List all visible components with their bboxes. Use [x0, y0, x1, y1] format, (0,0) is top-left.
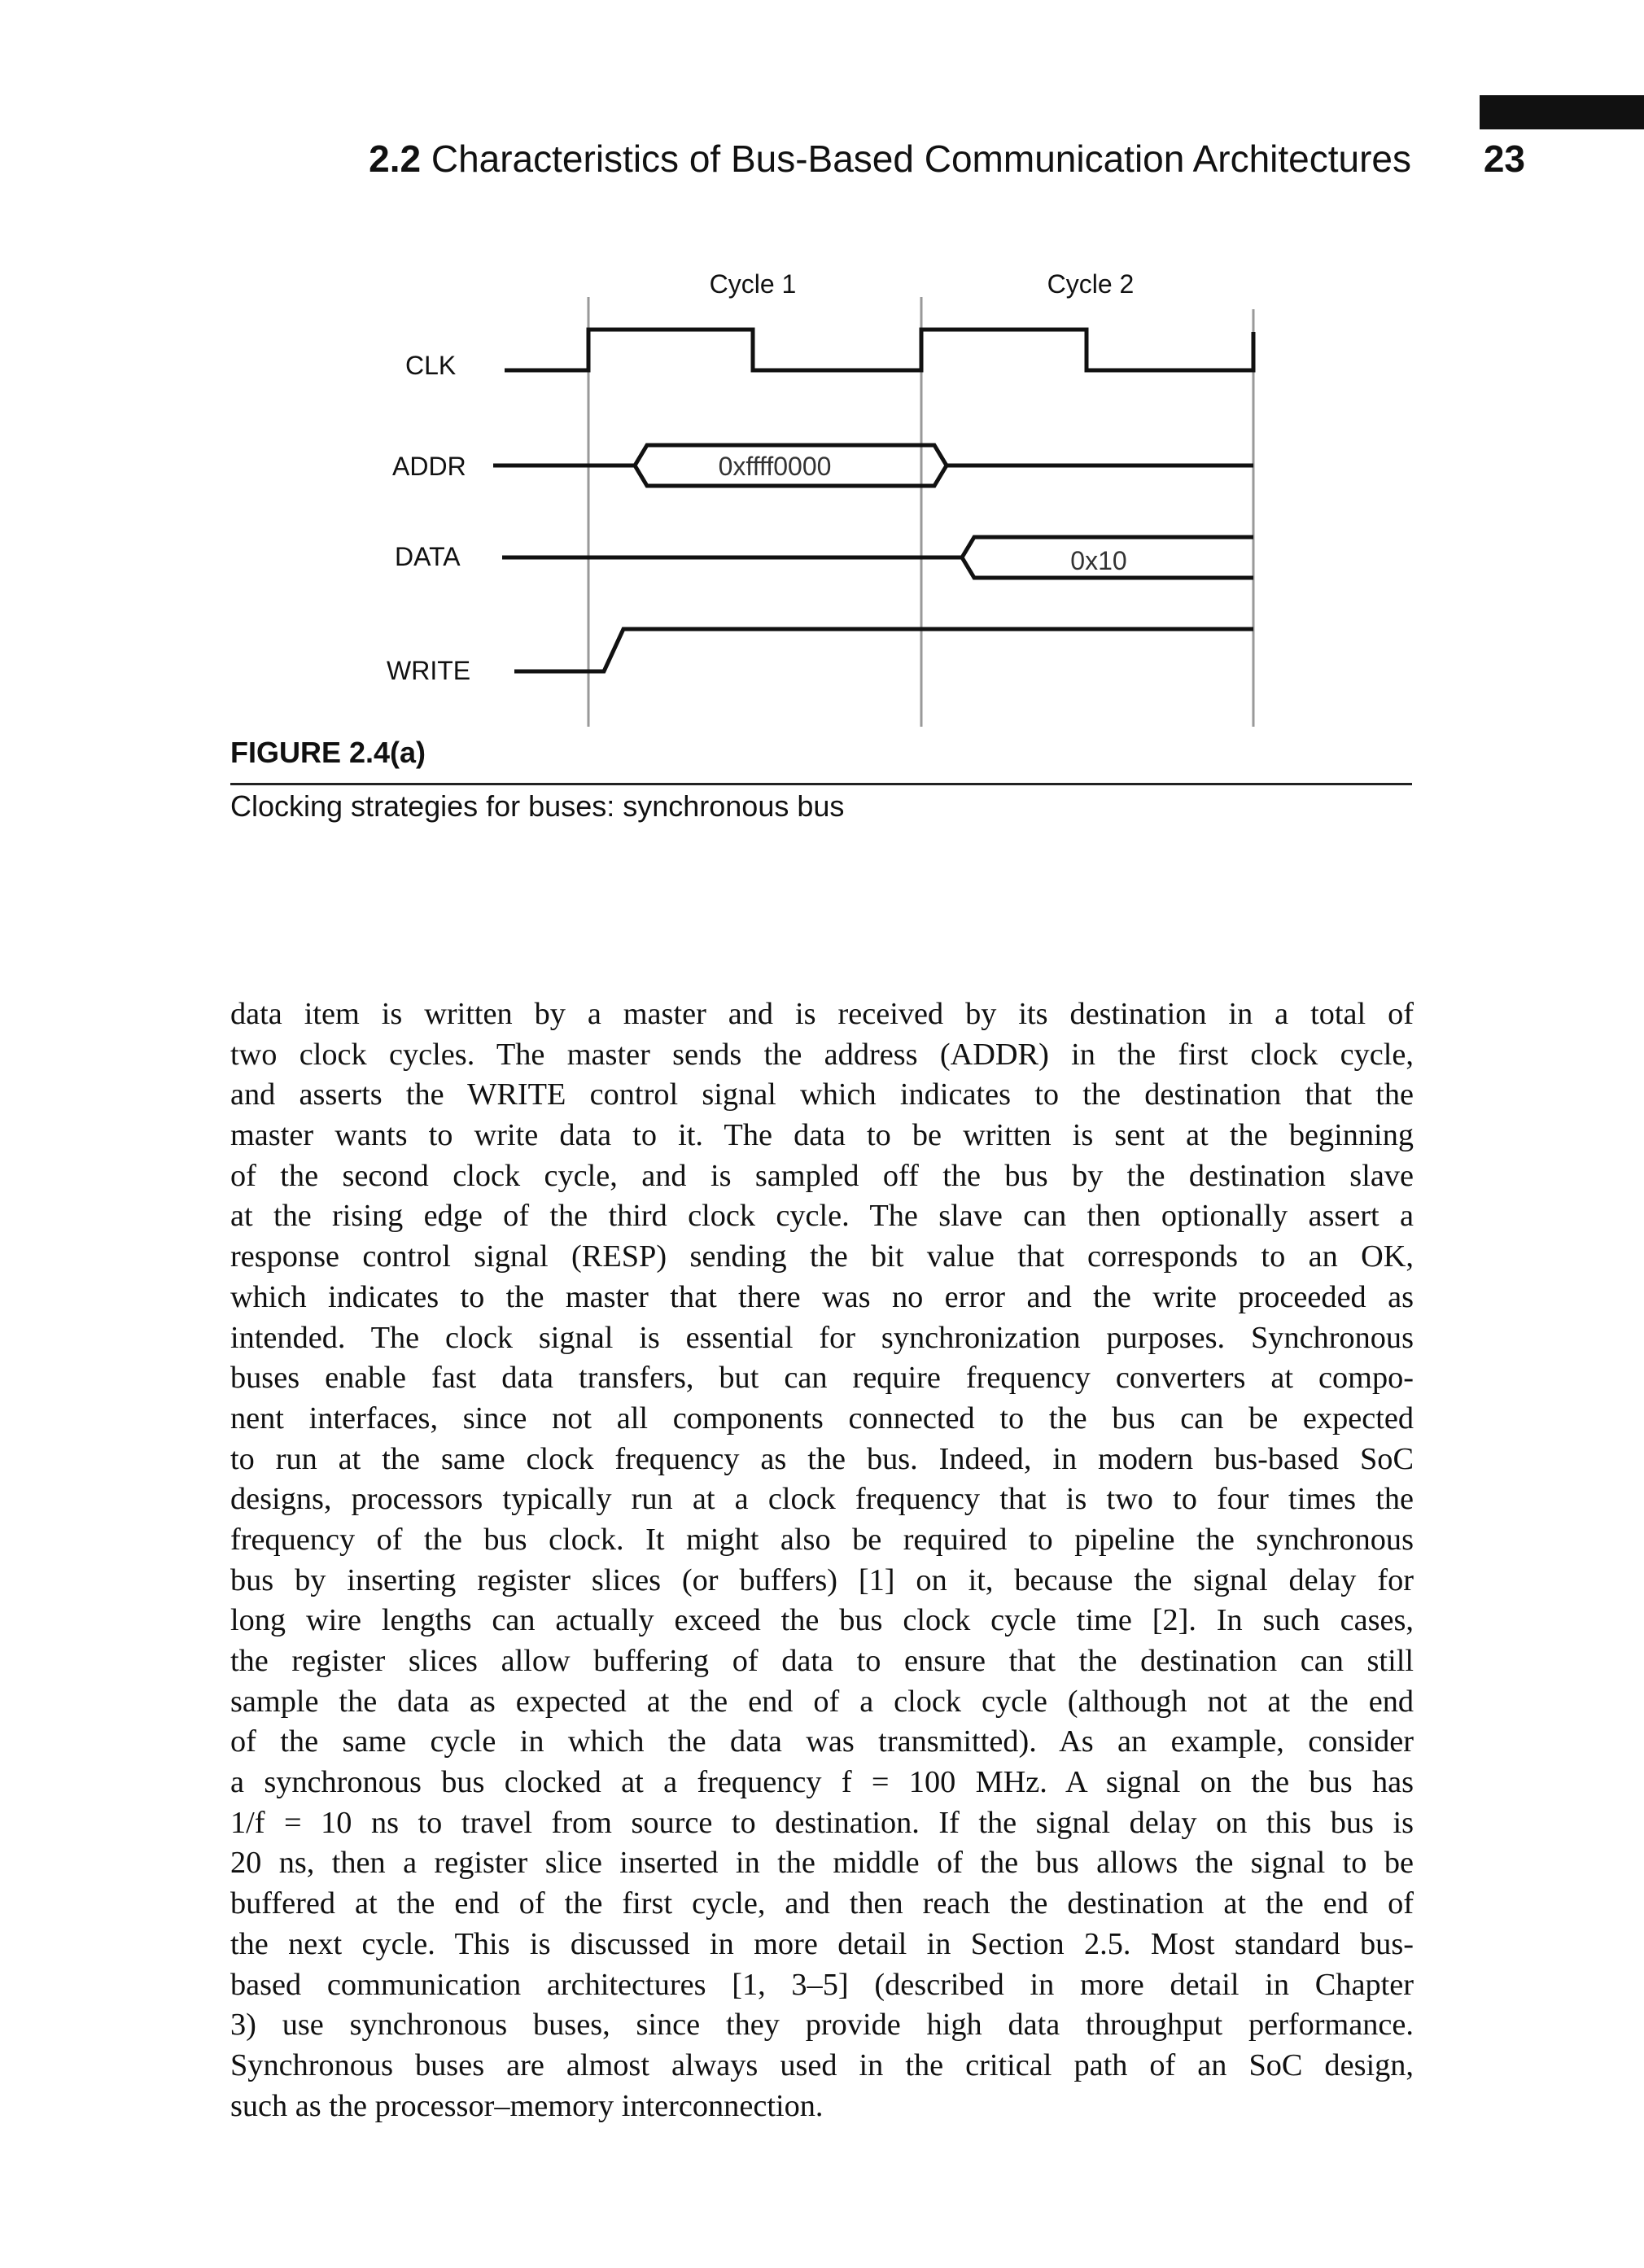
figure-caption: Clocking strategies for buses: synchronous bus	[230, 789, 845, 823]
addr-value-label: 0xffff0000	[718, 452, 832, 481]
body-line: buses enable fast data transfers, but can require frequency converters at compo-	[230, 1361, 1414, 1396]
figure-label: FIGURE 2.4(a)	[230, 736, 426, 769]
section-title: Characteristics of Bus-Based Communication Architectures	[431, 138, 1411, 180]
body-line: at the rising edge of the third clock cycle. The slave can then optionally assert a	[230, 1199, 1414, 1234]
body-line: 3) use synchronous buses, since they provide high data throughput performance.	[230, 2008, 1414, 2043]
body-line: data item is written by a master and is received by its destination in a total of	[230, 997, 1414, 1031]
body-line: to run at the same clock frequency as the bus. Indeed, in modern bus-based SoC	[230, 1441, 1414, 1476]
data-signal-label: DATA	[395, 542, 461, 571]
thumb-tab-marker	[1480, 95, 1644, 129]
body-line: a synchronous bus clocked at a frequency f = 100 MHz. A signal on the bus has	[230, 1765, 1414, 1800]
body-line: the register slices allow buffering of data to ensure that the destination can still	[230, 1644, 1414, 1678]
body-paragraph	[230, 994, 1414, 2126]
write-signal-label: WRITE	[387, 656, 471, 685]
body-line: sample the data as expected at the end of a clock cycle (although not at the end	[230, 1684, 1414, 1719]
body-line: frequency of the bus clock. It might also be required to pipeline the synchronous	[230, 1522, 1414, 1557]
section-heading	[369, 137, 1411, 181]
body-line: and asserts the WRITE control signal which indicates to the destination that the	[230, 1077, 1414, 1112]
body-line: buffered at the end of the first cycle, and then reach the destination at the end of	[230, 1886, 1414, 1921]
body-line: 1/f = 10 ns to travel from source to destination. If the signal delay on this bus is	[230, 1805, 1414, 1840]
clk-signal-label: CLK	[405, 351, 457, 380]
body-line: two clock cycles. The master sends the address (ADDR) in the first clock cycle,	[230, 1037, 1414, 1072]
body-line: of the same cycle in which the data was transmitted). As an example, consider	[230, 1724, 1414, 1759]
body-line: long wire lengths can actually exceed the bus clock cycle time [2]. In such cases,	[230, 1603, 1414, 1638]
body-line: 20 ns, then a register slice inserted in the middle of the bus allows the signal to be	[230, 1846, 1414, 1881]
write-waveform	[514, 629, 1253, 671]
body-line: nent interfaces, since not all components connected to the bus can be expected	[230, 1401, 1414, 1436]
body-line: response control signal (RESP) sending the bit value that corresponds to an OK,	[230, 1239, 1414, 1274]
timing-diagram	[0, 244, 1644, 732]
running-header	[230, 129, 1525, 194]
clk-waveform	[505, 330, 1253, 370]
body-line: designs, processors typically run at a clock frequency that is two to four times the	[230, 1482, 1414, 1517]
body-line: which indicates to the master that there was no error and the write proceeded as	[230, 1279, 1414, 1314]
body-line: bus by inserting register slices (or buffers) [1] on it, because the signal delay for	[230, 1562, 1414, 1597]
caption-divider	[230, 783, 1412, 785]
body-line: the next cycle. This is discussed in more detail in Section 2.5. Most standard bus-	[230, 1926, 1414, 1961]
body-line: of the second clock cycle, and is sampled off the bus by the destination slave	[230, 1158, 1414, 1193]
page-number: 23	[1483, 138, 1525, 180]
body-line: intended. The clock signal is essential for synchronization purposes. Synchronous	[230, 1320, 1414, 1355]
body-line: Synchronous buses are almost always used in the critical path of an SoC design,	[230, 2047, 1414, 2082]
body-line: master wants to write data to it. The data to be written is sent at the beginning	[230, 1118, 1414, 1153]
section-number: 2.2	[369, 138, 422, 180]
cycle-2-label: Cycle 2	[1047, 269, 1135, 299]
data-value-label: 0x10	[1070, 546, 1127, 575]
body-line: such as the processor–memory interconnection.	[230, 2088, 824, 2123]
body-line: based communication architectures [1, 3–5] (described in more detail in Chapter	[230, 1967, 1414, 2002]
addr-signal-label: ADDR	[392, 452, 466, 481]
cycle-1-label: Cycle 1	[709, 269, 797, 299]
